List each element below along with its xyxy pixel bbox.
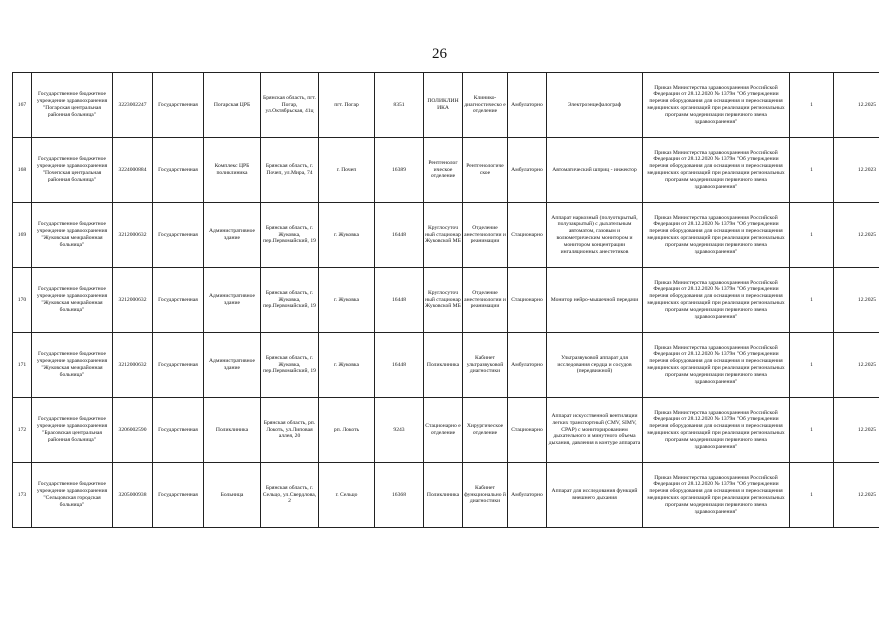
code: 16448: [375, 268, 424, 333]
locality: пгт. Погар: [319, 73, 375, 138]
organization-name: Государственное бюджетное учреждение здравоохранения "Погарская центральная районная больница": [32, 73, 113, 138]
address: Брянская область, г. Почеп, ул.Мира, 74: [261, 138, 319, 203]
care-type: Амбулаторно: [508, 138, 547, 203]
equipment-name: Монитор нейро-мышечной передачи: [547, 268, 643, 333]
care-type: Стационарно: [508, 203, 547, 268]
order-reference: Приказ Министерства здравоохранения Российской Федерации от 28.12.2020 № 1379н "Об утверждении перечня оборудования для оснащения и переоснащения медицинских организаций при реализации региональных программ модернизации первичного звена здравоохранения": [643, 333, 790, 398]
row-number: 168: [13, 138, 32, 203]
code: 16368: [375, 463, 424, 528]
order-reference: Приказ Министерства здравоохранения Российской Федерации от 28.12.2020 № 1379н "Об утверждении перечня оборудования для оснащения и переоснащения медицинских организаций при реализации региональных программ модернизации первичного звена здравоохранения": [643, 268, 790, 333]
quantity: 1: [790, 73, 834, 138]
table-row: [13, 268, 879, 333]
inn-code: 3224000884: [113, 138, 153, 203]
ownership-type: Государственная: [153, 73, 204, 138]
address: Брянская область, пгт. Погар, ул.Октябрьская, 41ц: [261, 73, 319, 138]
page-number: 26: [432, 46, 447, 62]
inn-code: 3212000632: [113, 203, 153, 268]
organization-name: Государственное бюджетное учреждение здравоохранения "Жуковская межрайонная больница": [32, 333, 113, 398]
ownership-type: Государственная: [153, 333, 204, 398]
care-type: Амбулаторно: [508, 463, 547, 528]
unit: Рентгенолог ическое отделение: [424, 138, 463, 203]
deadline-date: 12.2025: [834, 73, 879, 138]
inn-code: 3212000632: [113, 268, 153, 333]
facility-name: Больница: [204, 463, 261, 528]
care-type: Амбулаторно: [508, 333, 547, 398]
inn-code: 3212000632: [113, 333, 153, 398]
facility-name: Погарская ЦРБ: [204, 73, 261, 138]
department: Клинико-диагностическо е отделение: [463, 73, 508, 138]
ownership-type: Государственная: [153, 203, 204, 268]
address: Брянская область, г. Жуковка, пер.Первомайский, 19: [261, 203, 319, 268]
deadline-date: 12.2025: [834, 333, 879, 398]
table-row: [13, 138, 879, 203]
deadline-date: 12.2025: [834, 463, 879, 528]
address: Брянская область, г. Жуковка, пер.Первомайский, 19: [261, 268, 319, 333]
ownership-type: Государственная: [153, 463, 204, 528]
quantity: 1: [790, 333, 834, 398]
department: Отделение анестезиологии и реанимации: [463, 203, 508, 268]
deadline-date: 12.2025: [834, 268, 879, 333]
inn-code: 3205000938: [113, 463, 153, 528]
locality: г. Почеп: [319, 138, 375, 203]
ownership-type: Государственная: [153, 398, 204, 463]
equipment-name: Аппарат для исследования функций внешнего дыхания: [547, 463, 643, 528]
table-row: [13, 398, 879, 463]
unit: Стационарно е отделение: [424, 398, 463, 463]
locality: рп. Локоть: [319, 398, 375, 463]
locality: г. Жуковка: [319, 268, 375, 333]
code: 8351: [375, 73, 424, 138]
code: 16448: [375, 203, 424, 268]
order-reference: Приказ Министерства здравоохранения Российской Федерации от 28.12.2020 № 1379н "Об утверждении перечня оборудования для оснащения и переоснащения медицинских организаций при реализации региональных программ модернизации первичного звена здравоохранения": [643, 463, 790, 528]
facility-name: Административное здание: [204, 333, 261, 398]
deadline-date: 12.2025: [834, 398, 879, 463]
equipment-name: Ультразвуковой аппарат для исследования сердца и сосудов (передвижной): [547, 333, 643, 398]
quantity: 1: [790, 398, 834, 463]
facility-name: Поликлиника: [204, 398, 261, 463]
quantity: 1: [790, 463, 834, 528]
deadline-date: 12.2023: [834, 138, 879, 203]
equipment-table: [12, 72, 879, 528]
inn-code: 3206002590: [113, 398, 153, 463]
equipment-name: Аппарат искусственной вентиляции легких транспортный (CMV, SIMV, CPAP) с мониторированием дыхательного и минутного объема дыхания, давления в контуре аппарата: [547, 398, 643, 463]
locality: г. Сельцо: [319, 463, 375, 528]
address: Брянская область, рп. Локоть, ул.Липовая аллея, 20: [261, 398, 319, 463]
inn-code: 3223002247: [113, 73, 153, 138]
care-type: Стационарно: [508, 268, 547, 333]
quantity: 1: [790, 203, 834, 268]
address: Брянская область, г. Жуковка, пер.Первомайский, 19: [261, 333, 319, 398]
row-number: 171: [13, 333, 32, 398]
code: 16448: [375, 333, 424, 398]
care-type: Амбулаторно: [508, 73, 547, 138]
locality: г. Жуковка: [319, 203, 375, 268]
department: Хирургическое отделение: [463, 398, 508, 463]
row-number: 173: [13, 463, 32, 528]
unit: Круглосуточ ный стационар Жуковской МБ: [424, 268, 463, 333]
row-number: 167: [13, 73, 32, 138]
ownership-type: Государственная: [153, 268, 204, 333]
facility-name: Административное здание: [204, 203, 261, 268]
code: 16389: [375, 138, 424, 203]
deadline-date: 12.2025: [834, 203, 879, 268]
equipment-name: Аппарат наркозный (полуоткрытый, полузакрытый) с дыхательным автоматом, газовым и волюметрическим монитором и монитором концентрации ингаляционных анестетиков: [547, 203, 643, 268]
organization-name: Государственное бюджетное учреждение здравоохранения "Почепская центральная районная больница": [32, 138, 113, 203]
quantity: 1: [790, 268, 834, 333]
equipment-name: Электроэнцефалограф: [547, 73, 643, 138]
table-row: [13, 333, 879, 398]
order-reference: Приказ Министерства здравоохранения Российской Федерации от 28.12.2020 № 1379н "Об утверждении перечня оборудования для оснащения и переоснащения медицинских организаций при реализации региональных программ модернизации первичного звена здравоохранения": [643, 73, 790, 138]
organization-name: Государственное бюджетное учреждение здравоохранения "Сельцовская городская больница": [32, 463, 113, 528]
row-number: 172: [13, 398, 32, 463]
row-number: 169: [13, 203, 32, 268]
organization-name: Государственное бюджетное учреждение здравоохранения "Жуковская межрайонная больница": [32, 268, 113, 333]
department: Рентгенологиче ское: [463, 138, 508, 203]
facility-name: Административное здание: [204, 268, 261, 333]
organization-name: Государственное бюджетное учреждение здравоохранения "Брасовская центральная районная больница": [32, 398, 113, 463]
care-type: Стационарно: [508, 398, 547, 463]
row-number: 170: [13, 268, 32, 333]
table-row: [13, 73, 879, 138]
address: Брянская область, г. Сельцо, ул.Свердлова, 2: [261, 463, 319, 528]
organization-name: Государственное бюджетное учреждение здравоохранения "Жуковская межрайонная больница": [32, 203, 113, 268]
order-reference: Приказ Министерства здравоохранения Российской Федерации от 28.12.2020 № 1379н "Об утверждении перечня оборудования для оснащения и переоснащения медицинских организаций при реализации региональных программ модернизации первичного звена здравоохранения": [643, 398, 790, 463]
unit: ПОЛИКЛИН ИКА: [424, 73, 463, 138]
order-reference: Приказ Министерства здравоохранения Российской Федерации от 28.12.2020 № 1379н "Об утверждении перечня оборудования для оснащения и переоснащения медицинских организаций при реализации региональных программ модернизации первичного звена здравоохранения": [643, 203, 790, 268]
department: Отделение анестезиологии и реанимации: [463, 268, 508, 333]
unit: Поликлиника: [424, 463, 463, 528]
ownership-type: Государственная: [153, 138, 204, 203]
order-reference: Приказ Министерства здравоохранения Российской Федерации от 28.12.2020 № 1379н "Об утверждении перечня оборудования для оснащения и переоснащения медицинских организаций при реализации региональных программ модернизации первичного звена здравоохранения": [643, 138, 790, 203]
quantity: 1: [790, 138, 834, 203]
equipment-name: Автоматический шприц - инжектор: [547, 138, 643, 203]
code: 9243: [375, 398, 424, 463]
table-body: [13, 73, 879, 528]
department: Кабинет функционально й диагностики: [463, 463, 508, 528]
table-row: [13, 203, 879, 268]
unit: Поликлиника: [424, 333, 463, 398]
facility-name: Комплекс ЦРБ поликлиника: [204, 138, 261, 203]
unit: Круглосуточ ный стационар Жуковской МБ: [424, 203, 463, 268]
department: Кабинет ультразвуковой диагностики: [463, 333, 508, 398]
table-row: [13, 463, 879, 528]
locality: г. Жуковка: [319, 333, 375, 398]
